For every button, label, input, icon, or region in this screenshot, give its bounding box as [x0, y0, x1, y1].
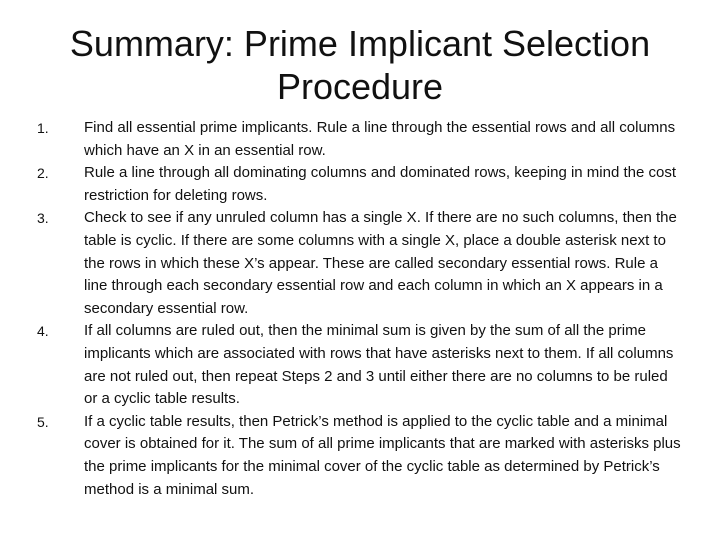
procedure-step-4 — [0, 320, 720, 410]
procedure-steps-list — [0, 117, 720, 501]
slide-title: Summary: Prime Implicant Selection Procedure — [69, 23, 651, 107]
step-text: Rule a line through all dominating columns and dominated rows, keeping in mind the cost restriction for deleting rows. — [84, 164, 677, 204]
procedure-step-1 — [0, 117, 720, 162]
step-number: 5. — [37, 413, 49, 430]
step-number: 3. — [37, 210, 49, 227]
step-number: 2. — [37, 165, 49, 182]
step-text: If all columns are ruled out, then the minimal sum is given by the sum of all the prime implicants which are associated with rows that have asterisks next to them. If all columns are not ruled out, then repeat Steps 2 and 3 until either there are no columns to be ruled or a cyclic table results. — [84, 322, 674, 408]
step-number: 4. — [37, 323, 49, 340]
step-text: Find all essential prime implicants. Rule a line through the essential rows and all columns which have an X in an essential row. — [84, 119, 676, 159]
procedure-step-5 — [0, 411, 720, 501]
step-text: Check to see if any unruled column has a single X. If there are no such columns, then the table is cyclic. If there are some columns with a single X, place a double asterisk next to the rows in which these X’s appear. These are called secondary essential rows. Rule a line through each secondary essential row and each column in which an X appears in a secondary essential row. — [84, 209, 677, 317]
procedure-step-2 — [0, 162, 720, 207]
step-number: 1. — [37, 120, 49, 136]
procedure-step-3 — [0, 207, 720, 320]
step-text: If a cyclic table results, then Petrick’s method is applied to the cyclic table and a minimal cover is obtained for it. The sum of all prime implicants that are marked with asterisks plus the prime implicants for the minimal cover of the cyclic table as determined by Petrick’s method is a minimal sum. — [84, 412, 681, 498]
